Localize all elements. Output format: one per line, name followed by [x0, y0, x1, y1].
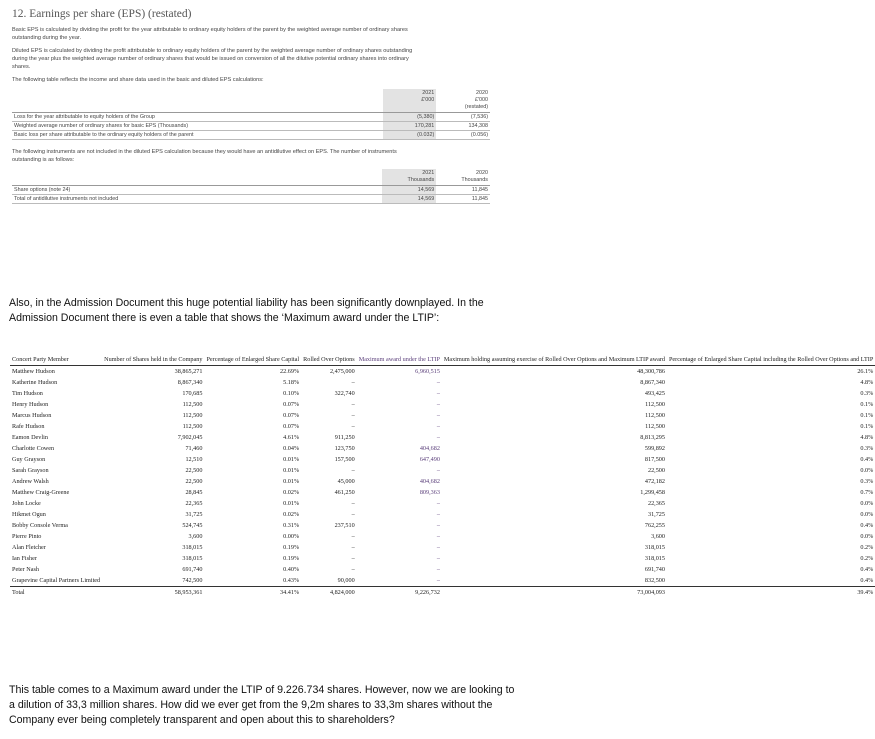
cell-value: –: [351, 500, 355, 507]
cell-value: 71,460: [185, 445, 203, 452]
member-name: Matthew Hudson: [12, 368, 55, 375]
admission-paragraph: Also, in the Admission Document this huge potential liability has been significantly downplayed. In the Admission Document there is even a table that shows the ‘Maximum award under the LTIP’:: [9, 297, 484, 324]
value-2020: 11,845: [436, 186, 490, 195]
cell-value: –: [436, 566, 440, 573]
col-pct-enlarged: Percentage of Enlarged Share Capital: [204, 352, 301, 366]
table-row: [12, 122, 490, 131]
eps-col-2020-note: (restated): [464, 104, 488, 110]
cell-value: –: [436, 423, 440, 430]
table-row: [10, 487, 875, 498]
cell-value: 0.3%: [860, 478, 874, 485]
value-2020: 11,845: [436, 195, 490, 204]
table-row: [10, 377, 875, 388]
table-row: [10, 509, 875, 520]
member-name: Peter Nash: [12, 566, 39, 573]
cell-value: 45,000: [337, 478, 355, 485]
cell-value: 170,685: [182, 390, 203, 397]
cell-value: 0.04%: [283, 445, 300, 452]
cell-value: 0.40%: [283, 566, 300, 573]
ltip-body: [10, 366, 875, 599]
member-name: John Locke: [12, 500, 41, 507]
cell-value: 0.0%: [860, 500, 874, 507]
cell-value: –: [351, 555, 355, 562]
member-name: Guy Grayson: [12, 456, 46, 463]
table-row: [10, 454, 875, 465]
inst-col-2021-year: 2021: [422, 170, 435, 176]
value-2021: 14,569: [382, 186, 436, 195]
cell-value: 90,000: [337, 577, 355, 584]
value-2021: 170,281: [383, 122, 437, 131]
value-2021: (0.032): [383, 131, 437, 140]
cell-value: 0.0%: [860, 533, 874, 540]
member-name: Rafe Hudson: [12, 423, 45, 430]
member-name: Bobby Console Verma: [12, 522, 68, 529]
instruments-text: The following instruments are not included in the diluted EPS calculation because they would have an antidilutive effect on EPS. The number of instruments outstanding is as follows:: [12, 149, 397, 163]
cell-value: 0.3%: [860, 390, 874, 397]
cell-value: 0.02%: [283, 489, 300, 496]
table-intro-text: The following table reflects the income and share data used in the basic and diluted EPS calculations:: [12, 77, 264, 83]
value-2020: (0.056): [436, 131, 490, 140]
cell-value: 6,960,515: [415, 368, 440, 375]
cell-value: 809,363: [419, 489, 440, 496]
table-row: [10, 498, 875, 509]
cell-value: –: [351, 379, 355, 386]
cell-value: –: [351, 467, 355, 474]
eps-note: [12, 8, 512, 204]
table-row: [10, 410, 875, 421]
cell-value: 0.3%: [860, 445, 874, 452]
total-value: 58,953,361: [102, 587, 204, 599]
cell-value: –: [351, 533, 355, 540]
cell-value: –: [351, 511, 355, 518]
cell-value: 22,500: [185, 467, 203, 474]
cell-value: 2,475,000: [329, 368, 355, 375]
cell-value: –: [436, 533, 440, 540]
cell-value: 762,255: [644, 522, 665, 529]
basic-eps-text: Basic EPS is calculated by dividing the profit for the year attributable to ordinary equity holders of the parent by the weighted average number of ordinary shares outstanding during the year.: [12, 27, 408, 41]
member-name: Charlotte Cowen: [12, 445, 55, 452]
total-row: [10, 587, 875, 599]
ltip-table-image: [10, 352, 874, 680]
cell-value: 0.31%: [283, 522, 300, 529]
cell-value: 318,015: [182, 555, 203, 562]
eps-col-2021-unit: £'000: [421, 97, 435, 103]
cell-value: 0.02%: [283, 511, 300, 518]
cell-value: –: [436, 555, 440, 562]
cell-value: 7,902,045: [177, 434, 203, 441]
cell-value: 404,682: [419, 478, 440, 485]
member-name: Henry Hudson: [12, 401, 49, 408]
eps-table: [12, 89, 490, 140]
value-2020: 134,308: [436, 122, 490, 131]
ltip-header-row: [10, 352, 875, 366]
cell-value: –: [436, 577, 440, 584]
cell-value: 404,682: [419, 445, 440, 452]
cell-value: 647,490: [419, 456, 440, 463]
cell-value: 0.19%: [283, 555, 300, 562]
table-row: [10, 366, 875, 378]
cell-value: 832,500: [644, 577, 665, 584]
cell-value: 599,892: [644, 445, 665, 452]
diluted-eps-text: Diluted EPS is calculated by dividing the profit attributable to ordinary equity holders of the parent by the weighted average number of ordinary shares outstanding during the year plus the weighted average number of ordinary shares that would be issued on conversion of all the dilutive potential ordinary shares into ordinary shares.: [12, 48, 413, 70]
cell-value: 123,750: [334, 445, 355, 452]
table-row: [10, 399, 875, 410]
table-row: [12, 113, 490, 122]
total-value: 4,824,000: [301, 587, 357, 599]
cell-value: 0.00%: [283, 533, 300, 540]
cell-value: 3,600: [188, 533, 203, 540]
cell-value: 691,740: [644, 566, 665, 573]
table-row: [10, 575, 875, 587]
cell-value: 31,725: [185, 511, 203, 518]
member-name: Marcus Hudson: [12, 412, 52, 419]
cell-value: –: [436, 467, 440, 474]
cell-value: 112,500: [645, 412, 665, 419]
instruments-table-header: [12, 169, 490, 186]
cell-value: 38,865,271: [174, 368, 203, 375]
cell-value: 22,365: [647, 500, 665, 507]
value-2021: 14,569: [382, 195, 436, 204]
cell-value: 322,740: [334, 390, 355, 397]
cell-value: 112,500: [182, 401, 203, 408]
cell-value: 911,250: [334, 434, 355, 441]
inst-col-2021-unit: Thousands: [407, 177, 435, 183]
cell-value: –: [351, 423, 355, 430]
cell-value: –: [351, 412, 355, 419]
cell-value: 22,500: [647, 467, 665, 474]
total-value: 73,004,093: [442, 587, 667, 599]
cell-value: 112,500: [645, 423, 665, 430]
eps-table-header: [12, 89, 490, 113]
cell-value: 0.01%: [283, 456, 300, 463]
row-label: Basic loss per share attributable to the ordinary equity holders of the parent: [12, 131, 383, 140]
cell-value: 237,510: [334, 522, 355, 529]
cell-value: 0.10%: [283, 390, 300, 397]
col-max-holding: Maximum holding assuming exercise of Rolled Over Options and Maximum LTIP award: [442, 352, 667, 366]
cell-value: 0.1%: [860, 412, 874, 419]
cell-value: 0.01%: [283, 500, 300, 507]
cell-value: –: [436, 511, 440, 518]
cell-value: 0.1%: [860, 423, 874, 430]
member-name: Grapevine Capital Partners Limited: [12, 577, 101, 584]
table-row: [10, 432, 875, 443]
cell-value: 4.8%: [860, 434, 874, 441]
cell-value: 0.2%: [860, 555, 874, 562]
total-value: 9,226,732: [357, 587, 442, 599]
cell-value: –: [351, 566, 355, 573]
cell-value: 8,813,295: [640, 434, 665, 441]
cell-value: 0.0%: [860, 467, 874, 474]
member-name: Sarah Grayson: [12, 467, 49, 474]
table-row: [12, 186, 490, 195]
member-name: Andrew Walsh: [12, 478, 49, 485]
member-name: Pierre Pinto: [12, 533, 42, 540]
cell-value: 0.01%: [283, 478, 300, 485]
row-label: Loss for the year attributable to equity holders of the Group: [12, 113, 383, 122]
cell-value: 22,365: [185, 500, 203, 507]
table-row: [10, 465, 875, 476]
table-row: [10, 564, 875, 575]
instruments-table: [12, 169, 490, 204]
cell-value: 0.01%: [283, 467, 300, 474]
eps-col-2020-unit: £'000: [474, 97, 488, 103]
cell-value: 0.2%: [860, 544, 874, 551]
member-name: Eamon Devlin: [12, 434, 48, 441]
cell-value: 4.61%: [283, 434, 300, 441]
cell-value: 0.4%: [860, 456, 874, 463]
member-name: Ian Fisher: [12, 555, 37, 562]
cell-value: –: [436, 544, 440, 551]
cell-value: –: [436, 390, 440, 397]
cell-value: –: [351, 401, 355, 408]
inst-col-2020-year: 2020: [476, 170, 488, 176]
total-value: 34.41%: [204, 587, 301, 599]
member-name: Hikmet Ogun: [12, 511, 46, 518]
cell-value: 0.1%: [860, 401, 874, 408]
cell-value: 12,510: [185, 456, 203, 463]
cell-value: 691,740: [182, 566, 203, 573]
cell-value: 5.18%: [283, 379, 300, 386]
cell-value: 817,500: [644, 456, 665, 463]
cell-value: 22.69%: [280, 368, 300, 375]
cell-value: 472,182: [644, 478, 665, 485]
cell-value: 112,500: [182, 412, 203, 419]
cell-value: 493,425: [644, 390, 665, 397]
table-row: [10, 531, 875, 542]
cell-value: –: [436, 412, 440, 419]
cell-value: 3,600: [651, 533, 665, 540]
member-name: Alan Fletcher: [12, 544, 46, 551]
table-row: [10, 443, 875, 454]
row-label: Total of antidilutive instruments not included: [12, 195, 382, 204]
inst-col-2020-unit: Thousands: [461, 177, 488, 183]
eps-col-2020-year: 2020: [476, 90, 488, 96]
cell-value: 318,015: [644, 555, 665, 562]
cell-value: 157,500: [334, 456, 355, 463]
table-row: [10, 520, 875, 531]
member-name: Matthew Craig-Greene: [12, 489, 70, 496]
cell-value: 1,299,458: [640, 489, 665, 496]
cell-value: 112,500: [182, 423, 203, 430]
section-title: 12. Earnings per share (EPS) (restated): [12, 8, 192, 20]
value-2021: (5,380): [383, 113, 437, 122]
col-shares-held: Number of Shares held in the Company: [102, 352, 204, 366]
eps-col-2021-year: 2021: [422, 90, 435, 96]
cell-value: 48,300,786: [637, 368, 665, 375]
value-2020: (7,536): [436, 113, 490, 122]
eps-col-2021-note: [385, 104, 435, 111]
cell-value: 461,250: [334, 489, 355, 496]
cell-value: 0.43%: [283, 577, 300, 584]
cell-value: 0.0%: [860, 511, 874, 518]
row-label: Weighted average number of ordinary shares for basic EPS (Thousands): [12, 122, 383, 131]
col-member: Concert Party Member: [10, 352, 102, 366]
cell-value: 0.07%: [283, 412, 300, 419]
table-row: [10, 421, 875, 432]
cell-value: 742,500: [182, 577, 203, 584]
table-row: [10, 388, 875, 399]
col-rolled-over: Rolled Over Options: [301, 352, 357, 366]
cell-value: 31,725: [647, 511, 665, 518]
cell-value: 0.4%: [860, 566, 874, 573]
conclusion-paragraph: This table comes to a Maximum award under the LTIP of 9.226.734 shares. However, now we are looking to a dilution of 33,3 million shares. How did we ever get from the 9,2m shares to 33,3m shares without the Company ever being completely transparent and open about this to shareholders?: [9, 684, 515, 726]
cell-value: 0.19%: [283, 544, 300, 551]
cell-value: 0.07%: [283, 401, 300, 408]
cell-value: 26.1%: [857, 368, 874, 375]
cell-value: –: [436, 379, 440, 386]
table-row: [12, 131, 490, 140]
table-row: [10, 476, 875, 487]
row-label: Share options (note 24): [12, 186, 382, 195]
ltip-table: [10, 352, 875, 598]
total-label: Total: [10, 587, 102, 599]
cell-value: 524,745: [182, 522, 203, 529]
cell-value: 0.07%: [283, 423, 300, 430]
table-row: [10, 542, 875, 553]
cell-value: –: [436, 401, 440, 408]
member-name: Tim Hudson: [12, 390, 43, 397]
cell-value: 8,867,340: [640, 379, 665, 386]
member-name: Katherine Hudson: [12, 379, 58, 386]
cell-value: 0.4%: [860, 522, 874, 529]
cell-value: –: [436, 522, 440, 529]
total-value: 39.4%: [667, 587, 875, 599]
table-row: [12, 195, 490, 204]
cell-value: 318,015: [644, 544, 665, 551]
cell-value: 318,015: [182, 544, 203, 551]
cell-value: –: [436, 434, 440, 441]
cell-value: 4.8%: [860, 379, 874, 386]
col-pct-incl: Percentage of Enlarged Share Capital including the Rolled Over Options and LTIP: [667, 352, 875, 366]
cell-value: –: [436, 500, 440, 507]
cell-value: 0.4%: [860, 577, 874, 584]
cell-value: –: [351, 544, 355, 551]
cell-value: 112,500: [645, 401, 665, 408]
cell-value: 22,500: [185, 478, 203, 485]
cell-value: 8,867,340: [177, 379, 203, 386]
cell-value: 0.7%: [860, 489, 874, 496]
table-row: [10, 553, 875, 564]
col-max-award: Maximum award under the LTIP: [357, 352, 442, 366]
cell-value: 28,845: [185, 489, 203, 496]
